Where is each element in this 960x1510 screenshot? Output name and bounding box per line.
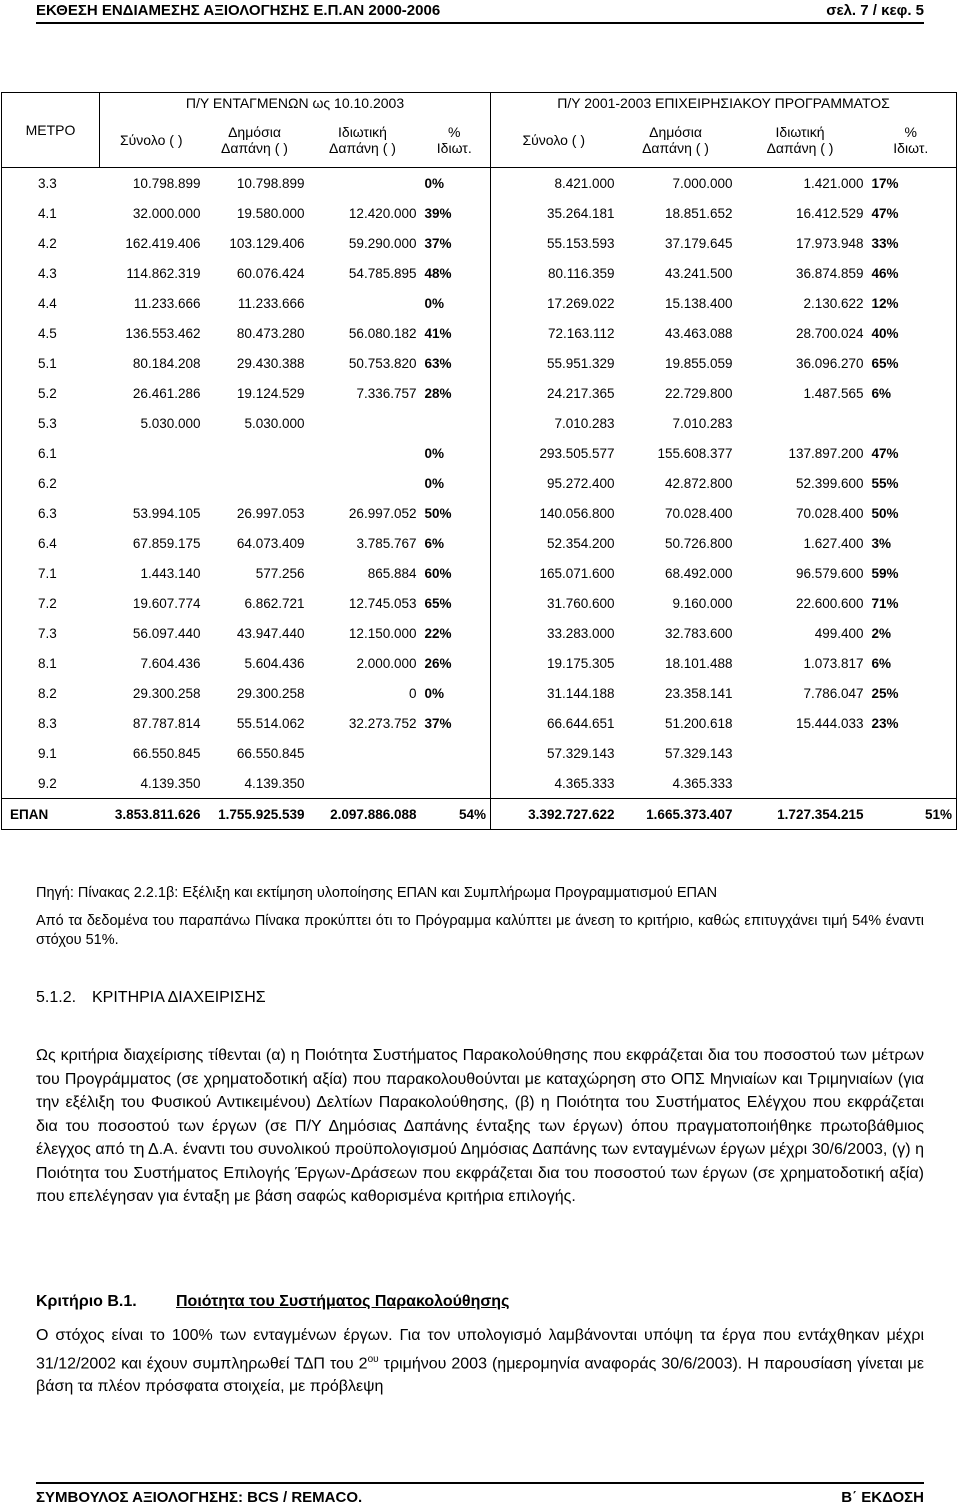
column-header: % Ιδιωτ. bbox=[419, 113, 491, 168]
amount-cell: 33.283.000 bbox=[546, 625, 615, 641]
table-row bbox=[2, 288, 957, 318]
amount-cell: 17.973.948 bbox=[795, 235, 864, 251]
table-row bbox=[2, 558, 957, 588]
amount-cell bbox=[100, 468, 203, 498]
measure-cell: 6.4 bbox=[2, 528, 100, 558]
percent-cell: 60% bbox=[419, 558, 491, 588]
table-source: Πηγή: Πίνακας 2.2.1β: Εξέλιξη και εκτίμηση υλοποίησης ΕΠΑΝ και Συμπλήρωμα Προγραμματισμού ΕΠΑΝ bbox=[36, 885, 718, 901]
amount-cell: 55.153.593 bbox=[546, 235, 615, 251]
criterion-paragraph bbox=[36, 1324, 924, 1399]
amount-cell: 50.753.820 bbox=[348, 355, 417, 371]
percent-cell: 0% bbox=[419, 468, 491, 498]
amount-cell: 7.786.047 bbox=[803, 685, 864, 701]
criterion-title: Ποιότητα του Συστήματος Παρακολούθησης bbox=[176, 1293, 510, 1310]
amount-cell: 32.273.752 bbox=[348, 715, 417, 731]
amount-cell bbox=[203, 438, 307, 468]
amount-cell: 50.726.800 bbox=[664, 535, 733, 551]
amount-cell: 31.144.188 bbox=[546, 685, 615, 701]
measure-cell: 4.4 bbox=[2, 288, 100, 318]
amount-cell: 1.487.565 bbox=[803, 385, 864, 401]
amount-cell: 499.400 bbox=[814, 625, 864, 641]
amount-cell: 66.644.651 bbox=[546, 715, 615, 731]
percent-cell bbox=[419, 738, 491, 768]
measure-cell: 4.1 bbox=[2, 198, 100, 228]
amount-cell: 7.336.757 bbox=[356, 385, 417, 401]
column-header: Δημόσια Δαπάνη ( ) bbox=[203, 113, 307, 168]
percent-cell: 6% bbox=[866, 378, 957, 408]
amount-cell: 53.994.105 bbox=[132, 505, 201, 521]
amount-cell: 96.579.600 bbox=[795, 565, 864, 581]
amount-cell bbox=[735, 768, 866, 799]
column-header: Σύνολο ( ) bbox=[100, 113, 203, 168]
measure-cell: 5.1 bbox=[2, 348, 100, 378]
amount-cell: 1.727.354.215 bbox=[735, 799, 866, 830]
amount-cell: 52.399.600 bbox=[795, 475, 864, 491]
amount-cell: 26.997.053 bbox=[236, 505, 305, 521]
percent-cell: 41% bbox=[419, 318, 491, 348]
amount-cell: 29.430.388 bbox=[236, 355, 305, 371]
amount-cell: 162.419.406 bbox=[125, 235, 201, 251]
amount-cell bbox=[735, 408, 866, 438]
amount-cell bbox=[307, 768, 419, 799]
amount-cell: 165.071.600 bbox=[539, 565, 615, 581]
page-footer bbox=[36, 1482, 924, 1508]
percent-cell: 17% bbox=[866, 168, 957, 199]
measure-cell: 8.3 bbox=[2, 708, 100, 738]
section-heading bbox=[36, 988, 924, 1008]
ordinal-suffix: ου bbox=[367, 1353, 379, 1365]
amount-cell: 57.329.143 bbox=[664, 745, 733, 761]
amount-cell: 22.600.600 bbox=[795, 595, 864, 611]
column-header: Ιδιωτική Δαπάνη ( ) bbox=[307, 113, 419, 168]
amount-cell: 80.473.280 bbox=[236, 325, 305, 341]
percent-cell: 0% bbox=[419, 678, 491, 708]
percent-cell: 48% bbox=[419, 258, 491, 288]
group-header-approved: Π/Υ ΕΝΤΑΓΜΕΝΩΝ ως 10.10.2003 bbox=[100, 93, 491, 114]
amount-cell: 43.463.088 bbox=[664, 325, 733, 341]
amount-cell: 24.217.365 bbox=[546, 385, 615, 401]
amount-cell: 28.700.024 bbox=[795, 325, 864, 341]
table-row bbox=[2, 348, 957, 378]
group-header-program: Π/Υ 2001-2003 ΕΠΙΧΕΙΡΗΣΙΑΚΟΥ ΠΡΟΓΡΑΜΜΑΤΟΣ bbox=[491, 93, 957, 114]
amount-cell: 60.076.424 bbox=[236, 265, 305, 281]
amount-cell: 80.116.359 bbox=[547, 265, 615, 281]
percent-cell: 22% bbox=[419, 618, 491, 648]
amount-cell: 26.461.286 bbox=[132, 385, 201, 401]
amount-cell: 12.745.053 bbox=[348, 595, 417, 611]
amount-cell: 59.290.000 bbox=[348, 235, 417, 251]
edition-label: Β΄ ΕΚΔΟΣΗ bbox=[841, 1489, 924, 1506]
measure-cell: 7.1 bbox=[2, 558, 100, 588]
amount-cell: 43.947.440 bbox=[236, 625, 305, 641]
amount-cell: 80.184.208 bbox=[132, 355, 201, 371]
amount-cell: 1.665.373.407 bbox=[617, 799, 735, 830]
budget-table bbox=[1, 92, 957, 830]
percent-cell: 12% bbox=[866, 288, 957, 318]
table-row bbox=[2, 588, 957, 618]
amount-cell: 1.443.140 bbox=[140, 565, 201, 581]
amount-cell: 3.785.767 bbox=[356, 535, 417, 551]
percent-cell: 0% bbox=[419, 288, 491, 318]
amount-cell: 66.550.845 bbox=[132, 745, 201, 761]
amount-cell: 37.179.645 bbox=[664, 235, 733, 251]
percent-cell: 65% bbox=[419, 588, 491, 618]
amount-cell: 35.264.181 bbox=[546, 205, 615, 221]
amount-cell: 36.096.270 bbox=[795, 355, 864, 371]
amount-cell: 1.421.000 bbox=[803, 175, 864, 191]
percent-cell: 55% bbox=[866, 468, 957, 498]
amount-cell: 70.028.400 bbox=[795, 505, 864, 521]
percent-cell: 25% bbox=[866, 678, 957, 708]
amount-cell: 52.354.200 bbox=[546, 535, 615, 551]
amount-cell: 19.175.305 bbox=[546, 655, 615, 671]
amount-cell bbox=[307, 288, 419, 318]
table-row bbox=[2, 498, 957, 528]
percent-cell bbox=[419, 768, 491, 799]
amount-cell: 19.855.059 bbox=[664, 355, 733, 371]
page-header bbox=[36, 0, 924, 24]
percent-cell: 40% bbox=[866, 318, 957, 348]
amount-cell: 29.300.258 bbox=[236, 685, 305, 701]
percent-cell: 54% bbox=[419, 799, 491, 830]
amount-cell: 55.951.329 bbox=[546, 355, 615, 371]
percent-cell: 47% bbox=[866, 438, 957, 468]
amount-cell: 17.269.022 bbox=[546, 295, 615, 311]
measure-cell: 4.3 bbox=[2, 258, 100, 288]
measure-cell: 6.3 bbox=[2, 498, 100, 528]
amount-cell: 4.139.350 bbox=[244, 775, 305, 791]
amount-cell: 22.729.800 bbox=[664, 385, 733, 401]
measure-cell: 4.5 bbox=[2, 318, 100, 348]
amount-cell: 3.853.811.626 bbox=[100, 799, 203, 830]
percent-cell: 37% bbox=[419, 228, 491, 258]
percent-cell: 59% bbox=[866, 558, 957, 588]
amount-cell: 6.862.721 bbox=[244, 595, 305, 611]
amount-cell bbox=[307, 168, 419, 199]
percent-cell bbox=[419, 408, 491, 438]
table-row bbox=[2, 258, 957, 288]
table-row bbox=[2, 768, 957, 799]
amount-cell: 4.365.333 bbox=[554, 775, 615, 791]
amount-cell: 9.160.000 bbox=[672, 595, 733, 611]
amount-cell: 1.755.925.539 bbox=[203, 799, 307, 830]
percent-cell: 47% bbox=[866, 198, 957, 228]
measure-cell: 7.2 bbox=[2, 588, 100, 618]
percent-cell: 50% bbox=[866, 498, 957, 528]
percent-cell: 3% bbox=[866, 528, 957, 558]
amount-cell: 26.997.052 bbox=[348, 505, 417, 521]
table-row bbox=[2, 198, 957, 228]
measure-cell: 3.3 bbox=[2, 168, 100, 199]
amount-cell: 19.124.529 bbox=[236, 385, 305, 401]
amount-cell: 72.163.112 bbox=[547, 325, 615, 341]
amount-cell: 7.010.283 bbox=[554, 415, 615, 431]
column-header: Σύνολο ( ) bbox=[491, 113, 617, 168]
measure-cell: 9.1 bbox=[2, 738, 100, 768]
percent-cell bbox=[866, 738, 957, 768]
percent-cell: 46% bbox=[866, 258, 957, 288]
amount-cell: 29.300.258 bbox=[132, 685, 201, 701]
amount-cell: 5.030.000 bbox=[140, 415, 201, 431]
amount-cell: 577.256 bbox=[255, 565, 305, 581]
management-criteria-paragraph: Ως κριτήρια διαχείρισης τίθενται (α) η Ποιότητα Συστήματος Παρακολούθησης που εκφράζεται δια του ποσοστού των μέτρων του Προγράμματος (σε χρηματοδοτική αξία) που παρακολουθούνται με καταχώρηση στο ΟΠΣ Μηνιαίων και Τριμηνιαίων (για την εξέλιξη του Φυσικού Αντικειμένου) Δελτίων Παρακολούθησης, (β) η Ποιότητα του Συστήματος Ελέγχου που εκφράζεται δια του ποσοστού των έργων (σε Π/Υ Δημόσιας Δαπάνης ένταξης των έργων) όπου πραγματοποιήθηκε πρωτοβάθμιος έλεγχος από τη Δ.Α. έναντι του συνολικού προϋπολογισμού Δημόσιας Δαπάνης των ενταγμένων έργων μέχρι 30/6/2003, (γ) η Ποιότητα του Συστήματος Επιλογής Έργων-Δράσεων που εκφράζεται δια του ποσοστού των έργων (σε χρηματοδοτική αξία) που επελέγησαν για ένταξη με βάση σαφώς καθορισμένα κριτήρια επιλογής. bbox=[36, 1047, 924, 1205]
section-title: ΚΡΙΤΗΡΙΑ ΔΙΑΧΕΙΡΙΣΗΣ bbox=[92, 989, 266, 1006]
amount-cell: 10.798.899 bbox=[236, 175, 305, 191]
amount-cell: 51.200.618 bbox=[664, 715, 733, 731]
criterion-label: Κριτήριο Β.1. bbox=[36, 1293, 137, 1310]
table-row bbox=[2, 738, 957, 768]
total-row bbox=[2, 799, 957, 830]
page-number: σελ. 7 / κεφ. 5 bbox=[826, 2, 924, 19]
amount-cell: 140.056.800 bbox=[539, 505, 615, 521]
percent-cell: 71% bbox=[866, 588, 957, 618]
criterion-text-part1: Ο στόχος είναι το 100% των ενταγμένων έργων. Για τον υπολογισμό λαμβάνονται υπόψη τα έργα που εντάχθηκαν μέχρι 31/12/2002 και έχουν συμπληρωθεί ΤΔΠ του 2 bbox=[36, 1327, 924, 1372]
measure-cell: ΕΠΑΝ bbox=[2, 799, 100, 830]
amount-cell: 8.421.000 bbox=[554, 175, 615, 191]
amount-cell: 70.028.400 bbox=[664, 505, 733, 521]
amount-cell: 12.420.000 bbox=[348, 205, 417, 221]
amount-cell: 64.073.409 bbox=[236, 535, 305, 551]
table-row bbox=[2, 168, 957, 199]
amount-cell: 11.233.666 bbox=[133, 295, 201, 311]
amount-cell: 95.272.400 bbox=[546, 475, 615, 491]
amount-cell bbox=[100, 438, 203, 468]
amount-cell bbox=[307, 438, 419, 468]
amount-cell: 42.872.800 bbox=[664, 475, 733, 491]
percent-cell: 0% bbox=[419, 438, 491, 468]
conclusion-paragraph: Από τα δεδομένα του παραπάνω Πίνακα προκύπτει ότι το Πρόγραμμα καλύπτει με άνεση το κριτήριο, καθώς επιτυγχάνει τιμή 54% έναντι στόχου 51%. bbox=[36, 913, 924, 948]
amount-cell: 2.000.000 bbox=[356, 655, 417, 671]
amount-cell: 15.444.033 bbox=[795, 715, 864, 731]
percent-cell: 0% bbox=[419, 168, 491, 199]
table-row bbox=[2, 648, 957, 678]
percent-cell: 6% bbox=[419, 528, 491, 558]
report-title: ΕΚΘΕΣΗ ΕΝΔΙΑΜΕΣΗΣ ΑΞΙΟΛΟΓΗΣΗΣ Ε.Π.ΑΝ 2000-2006 bbox=[36, 2, 441, 19]
amount-cell: 103.129.406 bbox=[229, 235, 305, 251]
amount-cell: 1.627.400 bbox=[803, 535, 864, 551]
amount-cell: 1.073.817 bbox=[803, 655, 864, 671]
percent-cell: 51% bbox=[866, 799, 957, 830]
measure-cell: 6.1 bbox=[2, 438, 100, 468]
percent-cell bbox=[866, 768, 957, 799]
amount-cell: 32.783.600 bbox=[664, 625, 733, 641]
measure-header: ΜΕΤΡΟ bbox=[2, 93, 100, 168]
measure-cell: 5.2 bbox=[2, 378, 100, 408]
amount-cell: 66.550.845 bbox=[236, 745, 305, 761]
amount-cell: 4.139.350 bbox=[140, 775, 201, 791]
measure-cell: 8.1 bbox=[2, 648, 100, 678]
amount-cell: 137.897.200 bbox=[788, 445, 864, 461]
amount-cell: 19.607.774 bbox=[132, 595, 201, 611]
table-row bbox=[2, 228, 957, 258]
amount-cell: 19.580.000 bbox=[236, 205, 305, 221]
column-header: Δημόσια Δαπάνη ( ) bbox=[617, 113, 735, 168]
amount-cell: 0 bbox=[408, 685, 417, 701]
consultant-label: ΣΥΜΒΟΥΛΟΣ ΑΞΙΟΛΟΓΗΣΗΣ: BCS / REMACO. bbox=[36, 1489, 363, 1506]
amount-cell: 5.604.436 bbox=[244, 655, 305, 671]
table-row bbox=[2, 438, 957, 468]
amount-cell: 114.862.319 bbox=[126, 265, 201, 281]
amount-cell: 12.150.000 bbox=[348, 625, 417, 641]
amount-cell: 10.798.899 bbox=[132, 175, 201, 191]
table-row bbox=[2, 468, 957, 498]
table-row bbox=[2, 378, 957, 408]
percent-cell: 23% bbox=[866, 708, 957, 738]
amount-cell: 7.604.436 bbox=[140, 655, 201, 671]
amount-cell: 56.080.182 bbox=[348, 325, 417, 341]
amount-cell bbox=[307, 408, 419, 438]
percent-cell: 50% bbox=[419, 498, 491, 528]
amount-cell bbox=[203, 468, 307, 498]
amount-cell: 15.138.400 bbox=[664, 295, 733, 311]
criterion-heading bbox=[36, 1292, 924, 1312]
amount-cell: 18.851.652 bbox=[664, 205, 733, 221]
measure-cell: 9.2 bbox=[2, 768, 100, 799]
amount-cell: 68.492.000 bbox=[664, 565, 733, 581]
amount-cell: 865.884 bbox=[367, 565, 417, 581]
amount-cell: 57.329.143 bbox=[546, 745, 615, 761]
criterion-text-part2: τριμήνου 2003 (ημερομηνία αναφοράς 30/6/2003). Η παρουσίαση γίνεται με βάση τα πλέον πρόσφατα στοιχεία, με πρόβλεψη bbox=[36, 1354, 925, 1396]
percent-cell: 39% bbox=[419, 198, 491, 228]
amount-cell: 155.608.377 bbox=[657, 445, 733, 461]
amount-cell bbox=[307, 738, 419, 768]
percent-cell: 63% bbox=[419, 348, 491, 378]
measure-cell: 7.3 bbox=[2, 618, 100, 648]
amount-cell: 18.101.488 bbox=[664, 655, 733, 671]
amount-cell: 36.874.859 bbox=[795, 265, 864, 281]
amount-cell: 7.000.000 bbox=[672, 175, 733, 191]
amount-cell: 43.241.500 bbox=[664, 265, 733, 281]
amount-cell: 56.097.440 bbox=[132, 625, 201, 641]
measure-cell: 8.2 bbox=[2, 678, 100, 708]
amount-cell bbox=[307, 468, 419, 498]
percent-cell: 6% bbox=[866, 648, 957, 678]
measure-cell: 4.2 bbox=[2, 228, 100, 258]
amount-cell: 67.859.175 bbox=[132, 535, 201, 551]
amount-cell: 3.392.727.622 bbox=[491, 799, 617, 830]
amount-cell: 136.553.462 bbox=[125, 325, 201, 341]
percent-cell: 28% bbox=[419, 378, 491, 408]
amount-cell: 2.130.622 bbox=[803, 295, 864, 311]
amount-cell: 11.233.666 bbox=[237, 295, 305, 311]
amount-cell: 55.514.062 bbox=[236, 715, 305, 731]
percent-cell: 37% bbox=[419, 708, 491, 738]
amount-cell: 32.000.000 bbox=[132, 205, 201, 221]
amount-cell: 54.785.895 bbox=[348, 265, 417, 281]
percent-cell: 2% bbox=[866, 618, 957, 648]
section-number: 5.1.2. bbox=[36, 989, 77, 1006]
table-row bbox=[2, 708, 957, 738]
amount-cell: 16.412.529 bbox=[795, 205, 864, 221]
amount-cell: 2.097.886.088 bbox=[307, 799, 419, 830]
measure-cell: 6.2 bbox=[2, 468, 100, 498]
table-row bbox=[2, 618, 957, 648]
percent-cell bbox=[866, 408, 957, 438]
percent-cell: 33% bbox=[866, 228, 957, 258]
percent-cell: 26% bbox=[419, 648, 491, 678]
column-header: % Ιδιωτ. bbox=[866, 113, 957, 168]
amount-cell: 31.760.600 bbox=[546, 595, 615, 611]
amount-cell: 23.358.141 bbox=[664, 685, 733, 701]
percent-cell: 65% bbox=[866, 348, 957, 378]
amount-cell: 7.010.283 bbox=[672, 415, 733, 431]
table-row bbox=[2, 528, 957, 558]
column-header: Ιδιωτική Δαπάνη ( ) bbox=[735, 113, 866, 168]
column-headers bbox=[2, 113, 957, 168]
amount-cell bbox=[735, 738, 866, 768]
amount-cell: 4.365.333 bbox=[672, 775, 733, 791]
amount-cell: 293.505.577 bbox=[539, 445, 615, 461]
amount-cell: 87.787.814 bbox=[132, 715, 201, 731]
table-row bbox=[2, 318, 957, 348]
measure-cell: 5.3 bbox=[2, 408, 100, 438]
table-row bbox=[2, 408, 957, 438]
amount-cell: 5.030.000 bbox=[244, 415, 305, 431]
table-row bbox=[2, 678, 957, 708]
